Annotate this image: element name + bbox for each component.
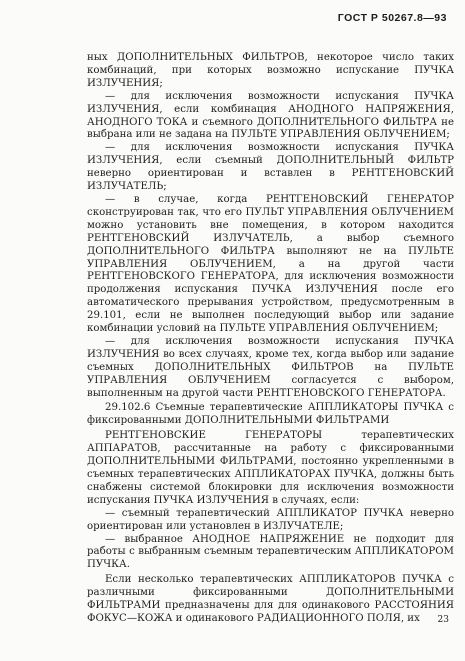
document-header: ГОСТ Р 50267.8—93 <box>337 12 447 24</box>
paragraph-1: ных ДОПОЛНИТЕЛЬНЫХ ФИЛЬТРОВ, некоторое число таких комбинаций, при которых возможно испускание ПУЧКА ИЗЛУЧЕНИЯ; <box>87 52 454 89</box>
section-heading: 29.102.6 Съемные терапевтические АППЛИКАТОРЫ ПУЧКА с фиксированными ДОПОЛНИТЕЛЬНЫМИ ФИЛЬТРАМИ <box>87 402 454 427</box>
paragraph-9: — выбранное АНОДНОЕ НАПРЯЖЕНИЕ не подходит для работы с выбранным съемным терапевтическим АППЛИКАТОРОМ ПУЧКА. <box>87 533 454 571</box>
paragraph-7: РЕНТГЕНОВСКИЕ ГЕНЕРАТОРЫ терапевтических АППАРАТОВ, рассчитанные на работу с фиксированными ДОПОЛНИТЕЛЬНЫМИ ФИЛЬТРАМИ, постоянно укрепленными в съемных терапевтических АППЛИКАТОРАХ ПУЧКА, должны быть снабжены системой блокировки для исключения возможности испускания ПУЧКА ИЗЛУЧЕНИЯ в случаях, если: <box>87 430 454 506</box>
document-body <box>87 52 454 626</box>
paragraph-3: — для исключения возможности испускания ПУЧКА ИЗЛУЧЕНИЯ, если съемный ДОПОЛНИТЕЛЬНЫЙ ФИЛЬТР неверно ориентирован и вставлен в РЕНТГЕНОВСКИЙ ИЗЛУЧАТЕЛЬ; <box>87 142 454 193</box>
page-number: 23 <box>437 615 449 625</box>
paragraph-5: — для исключения возможности испускания ПУЧКА ИЗЛУЧЕНИЯ во всех случаях, кроме тех, когда выбор или задание съемных ДОПОЛНИТЕЛЬНЫХ ФИЛЬТРОВ на ПУЛЬТЕ УПРАВЛЕНИЯ ОБЛУЧЕНИЕМ согласуется с выбором, выполненным на другой части РЕНТГЕНОВСКОГО ГЕНЕРАТОРА. <box>87 335 454 399</box>
paragraph-2: — для исключения возможности испускания ПУЧКА ИЗЛУЧЕНИЯ, если комбинация АНОДНОГО НАПРЯЖЕНИЯ, АНОДНОГО ТОКА и съемного ДОПОЛНИТЕЛЬНОГО ФИЛЬТРА не выбрана или не задана на ПУЛЬТЕ УПРАВЛЕНИЯ ОБЛУЧЕНИЕМ; <box>87 90 454 141</box>
paragraph-10: Если несколько терапевтических АППЛИКАТОРОВ ПУЧКА с различными фиксированными ДОПОЛНИТЕЛЬНЫМИ ФИЛЬТРАМИ предназначены для для одинакового РАССТОЯНИЯ ФОКУС—КОЖА и одинакового РАДИАЦИОННОГО ПОЛЯ, их <box>87 574 454 624</box>
paragraph-4: — в случае, когда РЕНТГЕНОВСКИЙ ГЕНЕРАТОР сконструирован так, что его ПУЛЬТ УПРАВЛЕНИЯ ОБЛУЧЕНИЕМ можно установить вне помещения, в котором находится РЕНТГЕНОВСКИЙ ИЗЛУЧАТЕЛЬ, а выбор съемного ДОПОЛНИТЕЛЬНОГО ФИЛЬТРА выполняют не на ПУЛЬТЕ УПРАВЛЕНИЯ ОБЛУЧЕНИЕМ, а на другой части РЕНТГЕНОВСКОГО ГЕНЕРАТОРА, для исключения возможности продолжения испускания ПУЧКА ИЗЛУЧЕНИЯ после его автоматического прерывания устройством, предусмотренным в 29.101, если не выполнен последующий выбор или задание комбинации условий на ПУЛЬТЕ УПРАВЛЕНИЯ ОБЛУЧЕНИЕМ; <box>87 193 454 335</box>
paragraph-8: — съемный терапевтический АППЛИКАТОР ПУЧКА неверно ориентирован или установлен в ИЗЛУЧАТЕЛЕ; <box>87 507 454 532</box>
